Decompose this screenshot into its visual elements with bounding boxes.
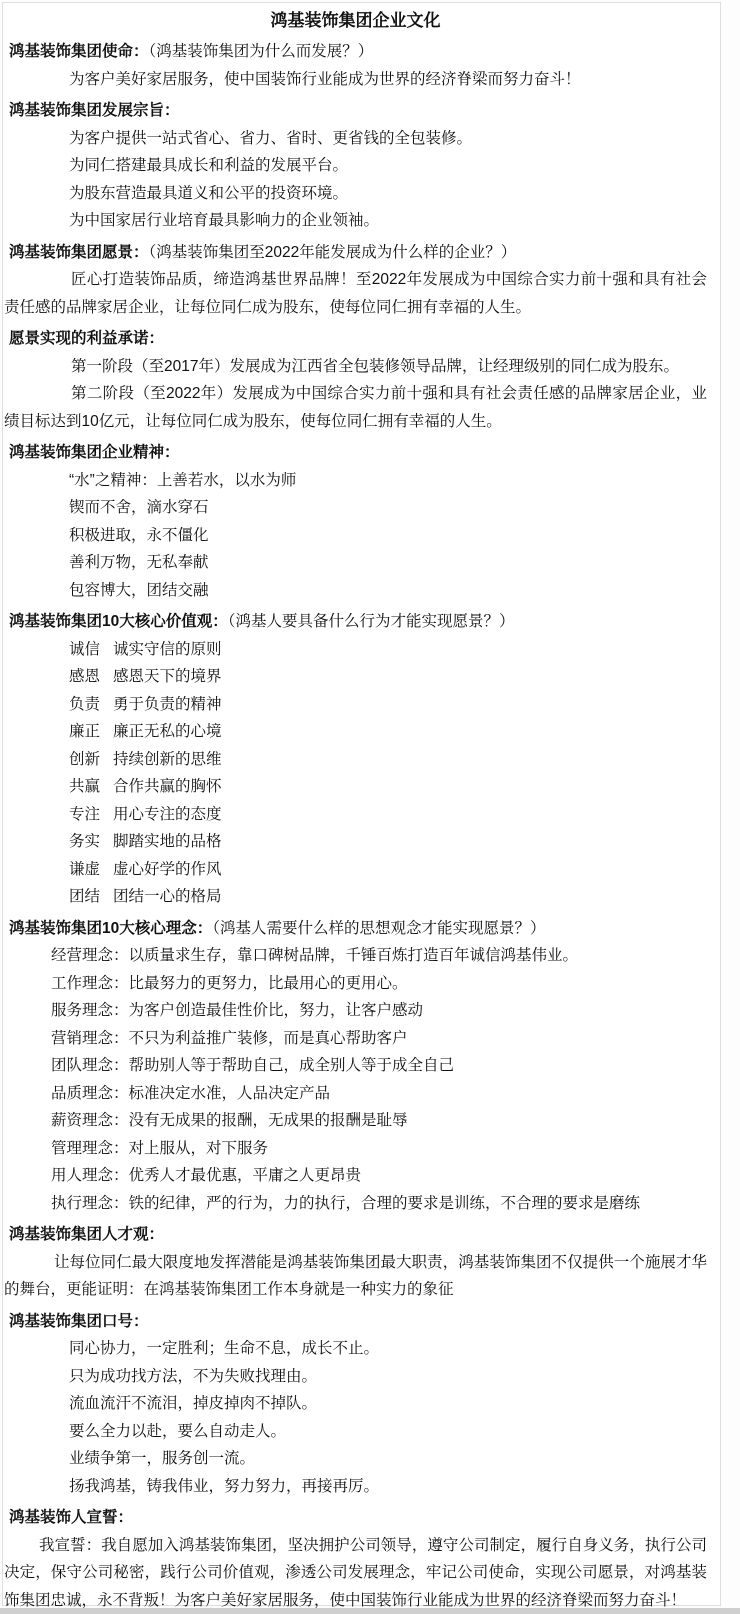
spirit-header-label: 鸿基装饰集团企业精神：: [9, 444, 180, 461]
vision-statement: 匠心打造装饰品质，缔造鸿基世界品牌！至2022年发展成为中国综合实力前十强和具有社会责任感的品牌家居企业，让每位同仁成为股东，使每位同仁拥有幸福的人生。: [4, 271, 707, 316]
talent-header-label: 鸿基装饰集团人才观：: [9, 1226, 165, 1243]
concept-item: 工作理念：比最努力的更努力，比最用心的更用心。: [51, 974, 408, 992]
value-term: 创新: [69, 750, 101, 768]
slogan-item: 要么全力以赴，要么自动走人。: [69, 1422, 287, 1440]
concept-item: 服务理念：为客户创造最佳性价比，努力，让客户感动: [51, 1002, 424, 1019]
value-term: 负责: [69, 695, 101, 713]
spirit-section-header: [4, 439, 707, 467]
concept-item: 用人理念：优秀人才最优惠，平庸之人更昂贵: [51, 1167, 362, 1184]
promise-stage-1: 第一阶段（至2017年）发展成为江西省全包装修领导品牌，让经理级别的同仁成为股东。: [71, 357, 679, 375]
spirit-item: 积极进取，永不僵化: [69, 526, 209, 544]
spirit-item: “水”之精神：上善若水，以水为师: [69, 471, 297, 489]
value-term: 诚信: [69, 640, 101, 658]
value-item: [4, 828, 707, 856]
values-section-header: [4, 608, 707, 636]
purpose-item: 为中国家居行业培育最具影响力的企业领袖。: [69, 212, 380, 229]
value-item: [4, 718, 707, 746]
vision-header-note: （鸿基装饰集团至2022年能发展成为什么样的企业？）: [148, 243, 517, 261]
oath-statement: 我宣誓：我自愿加入鸿基装饰集团，坚决拥护公司领导，遵守公司制定，履行自身义务，执行公司决定，保守公司秘密，践行公司价值观，渗透公司发展理念，牢记公司使命，实现公司愿景，对鸿基装饰集团忠诚，永不背叛！为客户美好家居服务，使中国装饰行业能成为世界的经济脊梁而努力奋斗！: [4, 1536, 707, 1609]
value-desc: 脚踏实地的品格: [113, 833, 222, 850]
value-term: 感恩: [69, 668, 101, 685]
slogan-item: 只为成功找方法，不为失败找理由。: [69, 1367, 318, 1385]
talent-section-header: [4, 1221, 707, 1249]
concepts-header-note: （鸿基人需要什么样的思想观念才能实现愿景？）: [212, 919, 546, 937]
promise-header-label: 愿景实现的利益承诺：: [9, 330, 165, 347]
value-desc: 合作共赢的胸怀: [113, 778, 222, 795]
value-item: [4, 636, 707, 664]
slogan-item: 同心协力，一定胜利；生命不息，成长不止。: [69, 1340, 380, 1357]
value-desc: 勇于负责的精神: [113, 695, 222, 713]
promise-stage-2: 第二阶段（至2022年）发展成为中国综合实力前十强和具有社会责任感的品牌家居企业，业绩目标达到10亿元，让每位同仁成为股东，使每位同仁拥有幸福的人生。: [4, 385, 707, 430]
spirit-item: 锲而不舍，滴水穿石: [69, 499, 209, 516]
mission-statement: 为客户美好家居服务，使中国装饰行业能成为世界的经济脊梁而努力奋斗！: [69, 70, 581, 88]
concepts-section-header: [4, 915, 707, 943]
slogan-item: 扬我鸿基，铸我伟业，努力努力，再接再厉。: [69, 1477, 380, 1495]
value-desc: 用心专注的态度: [113, 805, 222, 823]
value-item: [4, 856, 707, 884]
concept-item: 团队理念：帮助别人等于帮助自己，成全别人等于成全自己: [51, 1057, 455, 1074]
concept-item: 经营理念：以质量求生存，靠口碑树品牌，千锤百炼打造百年诚信鸿基伟业。: [51, 947, 579, 964]
document-page: [2, 2, 721, 1609]
concept-item: 管理理念：对上服从，对下服务: [51, 1139, 269, 1157]
talent-statement: 让每位同仁最大限度地发挥潜能是鸿基装饰集团最大职责，鸿基装饰集团不仅提供一个施展才华的舞台，更能证明：在鸿基装饰集团工作本身就是一种实力的象征: [4, 1253, 707, 1298]
oath-header-label: 鸿基装饰人宣誓：: [9, 1509, 134, 1526]
value-item: [4, 746, 707, 774]
purpose-header-label: 鸿基装饰集团发展宗旨：: [9, 102, 180, 119]
promise-section-header: [4, 325, 707, 353]
value-term: 专注: [69, 805, 101, 823]
slogan-item: 流血流汗不流泪，掉皮掉肉不掉队。: [69, 1395, 318, 1412]
spirit-item: 善利万物，无私奉献: [69, 554, 209, 571]
value-desc: 持续创新的思维: [113, 750, 222, 768]
value-term: 谦虚: [69, 860, 101, 878]
slogan-section-header: [4, 1308, 707, 1336]
vision-section-header: [4, 239, 707, 267]
concept-item: 品质理念：标准决定水准，人品决定产品: [51, 1084, 331, 1102]
concept-item: 执行理念：铁的纪律，严的行为，力的执行，合理的要求是训练，不合理的要求是磨练: [51, 1194, 641, 1212]
purpose-section-header: [4, 97, 707, 125]
value-desc: 廉正无私的心境: [113, 723, 222, 740]
oath-section-header: [4, 1504, 707, 1532]
concepts-header-label: 鸿基装饰集团10大核心理念：: [9, 919, 213, 937]
value-term: 廉正: [69, 723, 101, 740]
page-bottom-edge: [0, 1608, 740, 1614]
value-item: [4, 801, 707, 829]
slogan-header-label: 鸿基装饰集团口号：: [9, 1312, 149, 1330]
mission-section-header: [4, 38, 707, 66]
mission-header-label: 鸿基装饰集团使命：: [9, 43, 149, 60]
values-header-note: （鸿基人要具备什么行为才能实现愿景？）: [227, 613, 515, 630]
mission-header-note: （鸿基装饰集团为什么而发展？）: [148, 43, 374, 60]
value-term: 团结: [69, 888, 101, 905]
vision-header-label: 鸿基装饰集团愿景：: [9, 243, 149, 261]
value-term: 共赢: [69, 778, 101, 795]
value-item: [4, 773, 707, 801]
purpose-item: 为同仁搭建最具成长和利益的发展平台。: [69, 157, 349, 174]
purpose-item: 为股东营造最具道义和公平的投资环境。: [69, 184, 349, 202]
concept-item: 薪资理念：没有无成果的报酬，无成果的报酬是耻辱: [51, 1112, 408, 1129]
concept-item: 营销理念：不只为利益推广装修，而是真心帮助客户: [51, 1029, 408, 1047]
value-desc: 虚心好学的作风: [113, 860, 222, 878]
value-desc: 感恩天下的境界: [113, 668, 222, 685]
doc-title: 鸿基装饰集团企业文化: [270, 11, 441, 30]
value-item: [4, 663, 707, 691]
spirit-item: 包容博大，团结交融: [69, 581, 209, 599]
value-item: [4, 691, 707, 719]
slogan-item: 业绩争第一，服务创一流。: [69, 1450, 256, 1467]
purpose-item: 为客户提供一站式省心、省力、省时、更省钱的全包装修。: [69, 129, 473, 147]
value-desc: 诚实守信的原则: [113, 640, 222, 658]
value-desc: 团结一心的格局: [113, 888, 222, 905]
value-term: 务实: [69, 833, 101, 850]
value-item: [4, 883, 707, 911]
values-header-label: 鸿基装饰集团10大核心价值观：: [9, 613, 228, 630]
